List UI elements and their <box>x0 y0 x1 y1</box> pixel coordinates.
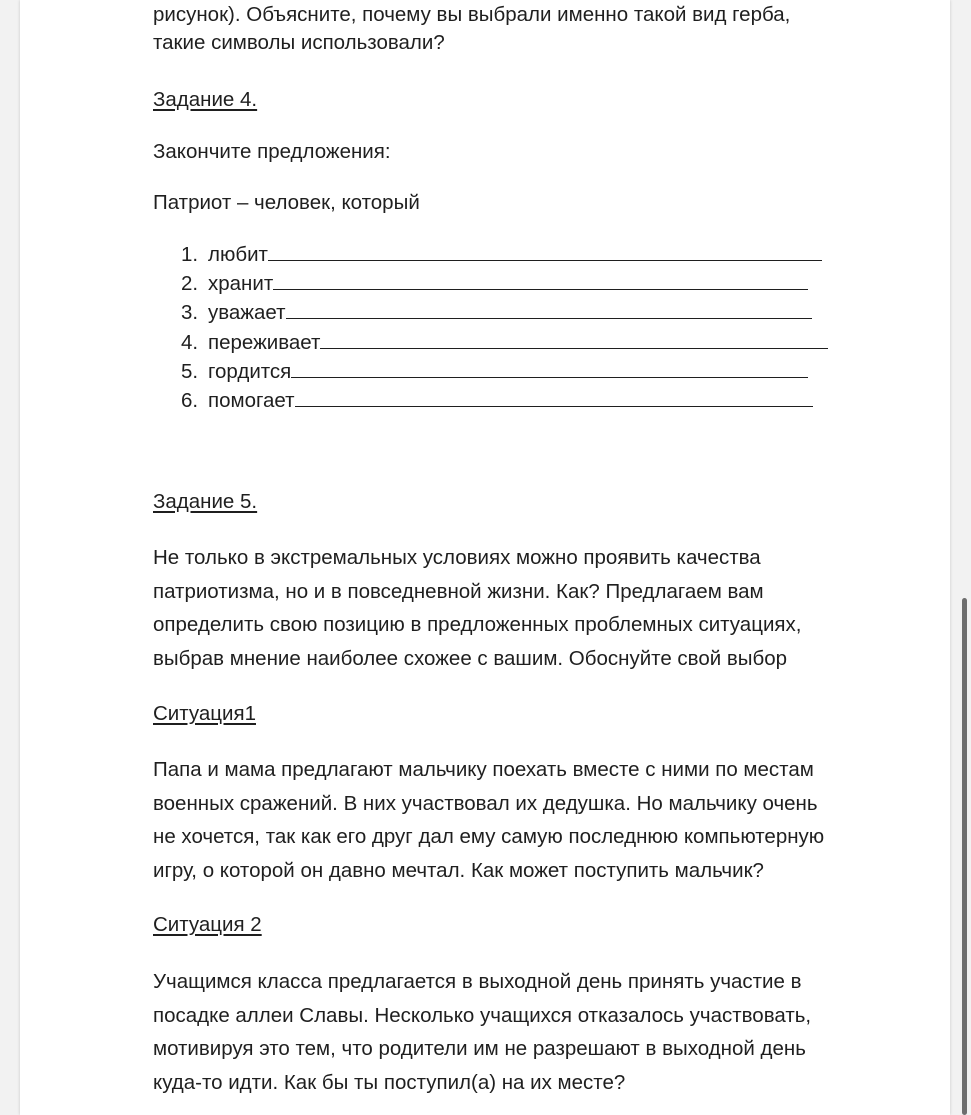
situation1-line: игру, о которой он давно мечтал. Как может поступить мальчик? <box>153 858 764 882</box>
situation2-line: куда-то идти. Как бы ты поступил(а) на их месте? <box>153 1070 626 1094</box>
task5-heading: Задание 5. <box>153 490 258 513</box>
situation1-heading: Ситуация1 <box>153 702 256 725</box>
task4-stem: Патриот – человек, который <box>153 191 420 214</box>
situation1-line: военных сражений. В них участвовал их дедушка. Но мальчику очень <box>153 791 818 815</box>
list-item <box>181 298 828 327</box>
task5-intro-line: Не только в экстремальных условиях можно проявить качества <box>153 546 761 569</box>
situation2-line: посадке аллеи Славы. Несколько учащихся отказалось участвовать, <box>153 1003 812 1027</box>
vertical-scrollbar[interactable] <box>962 598 967 1115</box>
intro-line-2: такие символы использовали? <box>153 31 445 54</box>
intro-line-1: рисунок). Объясните, почему вы выбрали именно такой вид герба, <box>153 3 791 26</box>
list-item <box>181 328 828 357</box>
list-number: 6. <box>181 388 199 412</box>
list-number: 5. <box>181 359 199 383</box>
list-number: 1. <box>181 243 199 266</box>
list-word: переживает <box>208 330 321 354</box>
answer-blank <box>295 388 813 407</box>
task4-instruction: Закончите предложения: <box>153 140 391 163</box>
answer-blank <box>268 242 822 261</box>
patriot-list <box>181 240 828 415</box>
answer-blank <box>286 300 812 319</box>
situation2-heading: Ситуация 2 <box>153 913 262 936</box>
list-word: хранит <box>208 272 274 296</box>
task5-intro <box>153 541 893 675</box>
list-item <box>181 357 828 386</box>
situation1-line: не хочется, так как его друг дал ему самую последнюю компьютерную <box>153 825 825 848</box>
situation1-line: Папа и мама предлагают мальчику поехать вместе с ними по местам <box>153 758 814 781</box>
document-page <box>20 0 950 1115</box>
situation1-text <box>153 753 893 887</box>
list-item <box>181 269 828 298</box>
situation2-line: Учащимся класса предлагается в выходной день принять участие в <box>153 970 802 993</box>
list-word: гордится <box>208 359 292 383</box>
answer-blank <box>291 359 808 378</box>
situation2-text <box>153 965 893 1099</box>
list-word: любит <box>208 243 268 266</box>
list-number: 2. <box>181 272 199 296</box>
list-word: уважает <box>208 301 286 325</box>
task5-intro-line: патриотизма, но и в повседневной жизни. Как? Предлагаем вам <box>153 579 764 603</box>
task5-intro-line: определить свою позицию в предложенных проблемных ситуациях, <box>153 613 802 636</box>
list-number: 3. <box>181 301 199 325</box>
list-word: помогает <box>208 388 295 412</box>
task5-intro-line: выбрав мнение наиболее схожее с вашим. Обоснуйте свой выбор <box>153 646 788 670</box>
list-number: 4. <box>181 330 199 354</box>
list-item <box>181 386 828 415</box>
situation2-line: мотивируя это тем, что родители им не разрешают в выходной день <box>153 1037 806 1060</box>
list-item <box>181 240 828 269</box>
answer-blank <box>320 330 828 349</box>
answer-blank <box>273 271 808 290</box>
task4-heading: Задание 4. <box>153 88 258 111</box>
